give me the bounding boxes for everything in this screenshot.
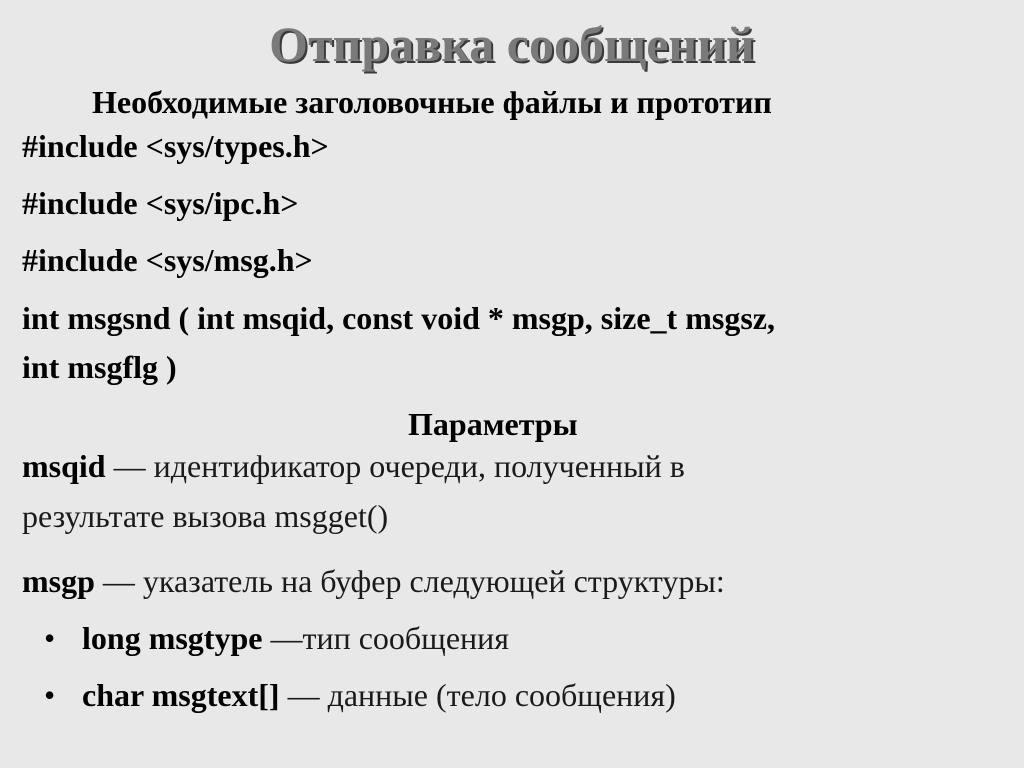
param-msgp-name: msgp xyxy=(22,563,95,599)
list-item xyxy=(44,618,509,658)
include-line-ipc: #include <sys/ipc.h> xyxy=(22,185,299,221)
section-subtitle: Необходимые заголовочные файлы и прототип xyxy=(92,84,772,120)
param-msqid-desc: — идентификатор очереди, полученный в xyxy=(105,448,685,484)
param-msgp-desc: — указатель на буфер следующей структуры: xyxy=(94,563,725,599)
bullet-icon: • xyxy=(44,620,56,656)
bullet-icon: • xyxy=(44,677,56,713)
bullet-desc: — данные (тело сообщения) xyxy=(279,677,676,713)
prototype-line-1: int msgsnd ( int msqid, const void * msgp, size_t msgsz, xyxy=(22,300,775,336)
prototype-line-2: int msgflg ) xyxy=(22,349,177,385)
bullet-term: long msgtype xyxy=(82,620,263,656)
list-item xyxy=(44,675,676,715)
param-msqid-desc-cont: результате вызова msgget() xyxy=(22,498,389,534)
param-msqid xyxy=(22,446,685,486)
params-heading: Параметры xyxy=(408,406,578,442)
slide-title: Отправка сообщений xyxy=(269,16,755,72)
param-msgp xyxy=(22,561,725,601)
bullet-desc: —тип сообщения xyxy=(262,620,509,656)
bullet-term: char msgtext[] xyxy=(82,677,280,713)
include-line-msg: #include <sys/msg.h> xyxy=(22,242,313,278)
param-msqid-name: msqid xyxy=(22,448,106,484)
include-line-types: #include <sys/types.h> xyxy=(22,128,329,164)
